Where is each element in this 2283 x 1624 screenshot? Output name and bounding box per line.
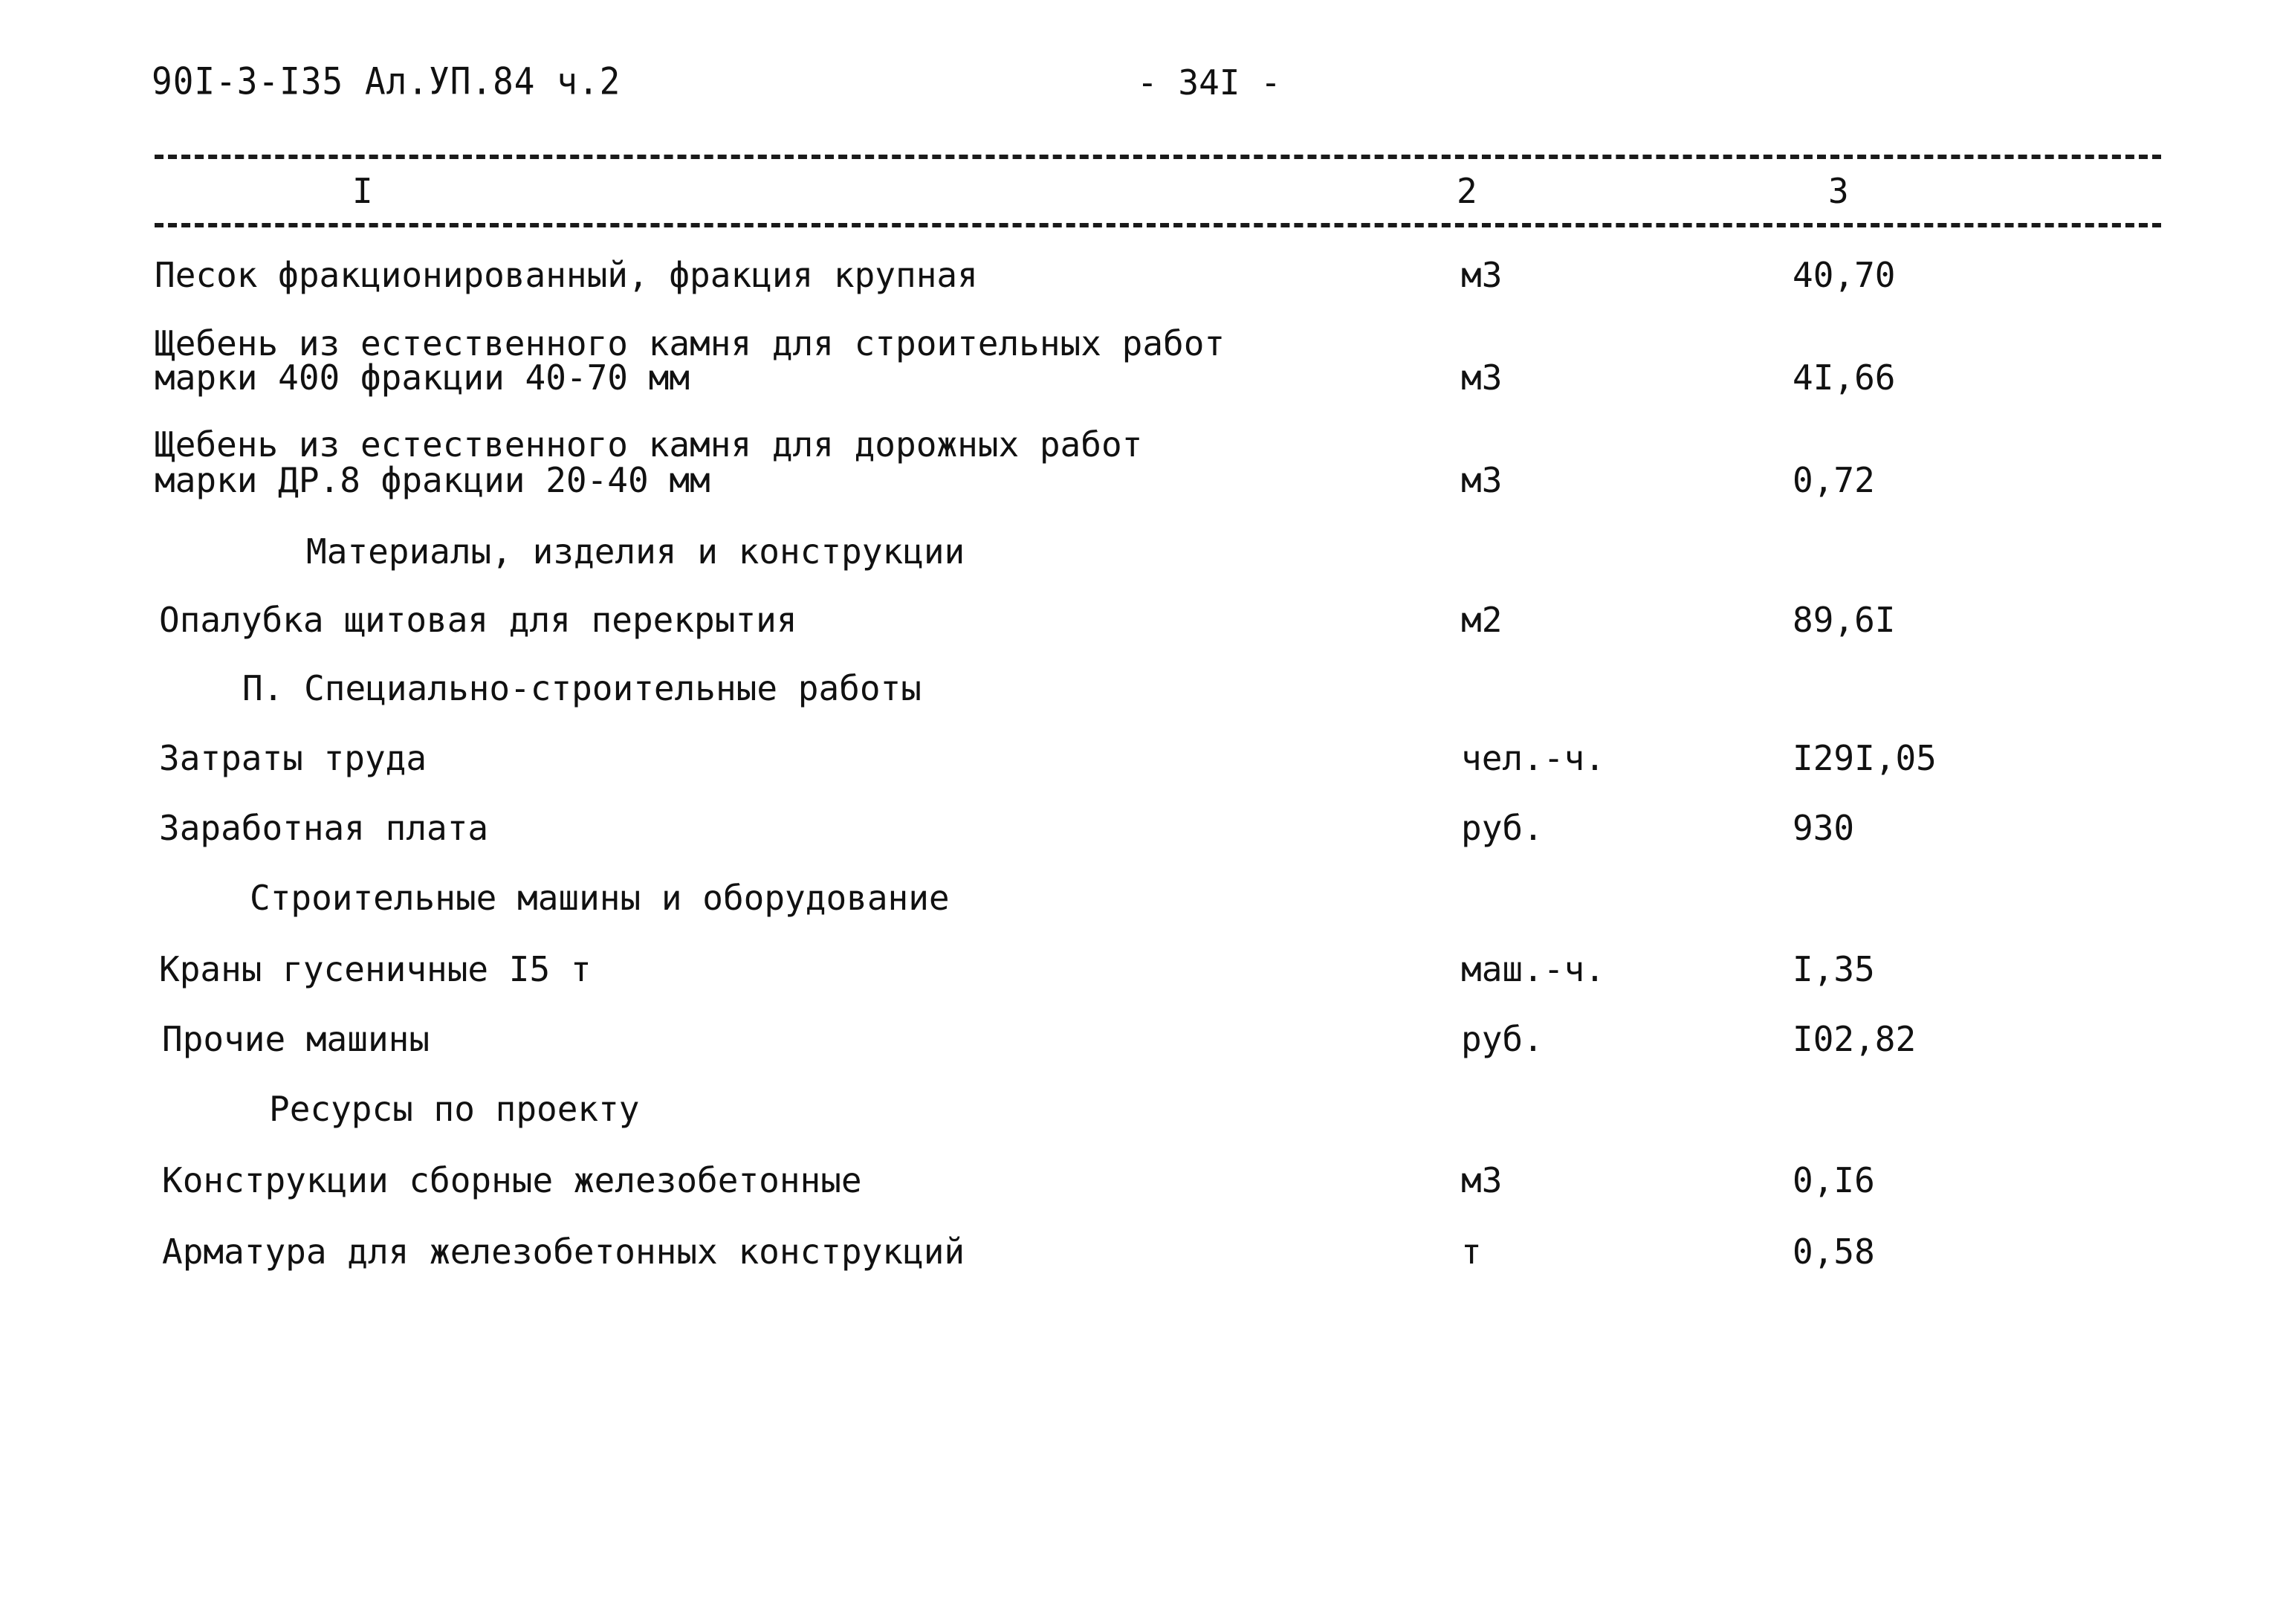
table-row-name: Арматура для железобетонных конструкций xyxy=(162,1232,965,1272)
table-row-value: I29I,05 xyxy=(1793,738,1937,778)
table-row-unit: м3 xyxy=(1461,1160,1503,1200)
section-heading-materials: Материалы, изделия и конструкции xyxy=(306,531,965,572)
table-row-name: Заработная плата xyxy=(159,808,489,848)
table-row-unit: руб. xyxy=(1461,808,1544,848)
table-row-value: 0,I6 xyxy=(1793,1160,1875,1200)
page-number: - 34I - xyxy=(1137,62,1281,103)
table-row-name: Конструкции сборные железобетонные xyxy=(162,1160,862,1200)
table-row-value: 0,58 xyxy=(1793,1232,1875,1272)
table-row-value: I,35 xyxy=(1793,949,1875,989)
table-row-name: Опалубка щитовая для перекрытия xyxy=(159,600,797,640)
table-row-name-line1: Щебень из естественного камня для строительных работ xyxy=(155,323,1225,363)
section-heading-project-resources: Ресурсы по проекту xyxy=(269,1089,640,1129)
table-row-name: Прочие машины xyxy=(162,1019,430,1059)
table-row-unit: т xyxy=(1461,1232,1482,1272)
document-code: 90I-3-I35 Ал.УП.84 ч.2 xyxy=(152,59,621,103)
table-row-name-line2: марки ДР.8 фракции 20-40 мм xyxy=(155,460,710,500)
table-row-unit: м3 xyxy=(1461,255,1503,295)
table-row-unit: м3 xyxy=(1461,460,1503,500)
column-header-1: I xyxy=(352,171,373,211)
table-row-value: 0,72 xyxy=(1793,460,1875,500)
table-row-value: 930 xyxy=(1793,808,1855,848)
table-row-value: 89,6I xyxy=(1793,600,1896,640)
table-top-dashed-rule xyxy=(155,155,2161,159)
table-row-unit: маш.-ч. xyxy=(1461,949,1605,989)
column-header-2: 2 xyxy=(1457,171,1477,211)
section-heading-machines: Строительные машины и оборудование xyxy=(250,878,950,918)
table-row-value: 40,70 xyxy=(1793,255,1896,295)
table-row-value: 4I,66 xyxy=(1793,358,1896,398)
table-row-name-line2: марки 400 фракции 40-70 мм xyxy=(155,358,690,398)
table-row-name: Песок фракционированный, фракция крупная xyxy=(155,255,978,295)
table-row-unit: м3 xyxy=(1461,358,1503,398)
table-row-unit: руб. xyxy=(1461,1019,1544,1059)
table-row-name-line1: Щебень из естественного камня для дорожных работ xyxy=(155,424,1143,465)
table-row-name: Затраты труда xyxy=(159,738,427,778)
table-row-unit: чел.-ч. xyxy=(1461,738,1605,778)
table-row-value: I02,82 xyxy=(1793,1019,1917,1059)
table-row-unit: м2 xyxy=(1461,600,1503,640)
table-row-name: Краны гусеничные I5 т xyxy=(159,949,592,989)
section-heading-special-works: П. Специально-строительные работы xyxy=(242,668,922,708)
table-header-dashed-rule xyxy=(155,223,2161,227)
column-header-3: 3 xyxy=(1828,171,1849,211)
